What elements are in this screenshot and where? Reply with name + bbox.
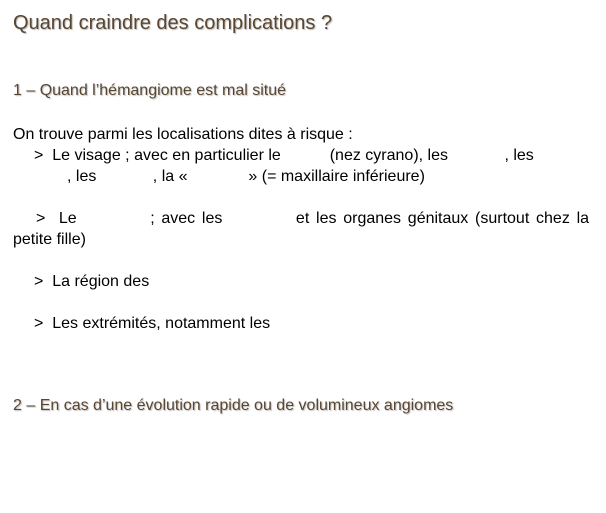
missing-word — [452, 145, 504, 166]
bullet-text: Le visage ; avec en particulier le — [52, 147, 281, 164]
intro-text: On trouve parmi les localisations dites à risque : — [13, 126, 353, 143]
section-heading-2: 2 – En cas d’une évolution rapide ou de volumineux angiomes — [13, 397, 454, 414]
bullet-text: , les — [504, 147, 534, 164]
slide-title: Quand craindre des complications ? — [13, 12, 333, 34]
bullet-text: ; avec les — [150, 210, 223, 227]
bullet-text: (nez cyrano), les — [329, 147, 448, 164]
bullet-text: , les — [67, 168, 97, 185]
bullet-region — [13, 271, 589, 292]
missing-word — [83, 208, 143, 229]
bullet-text: et les organes génitaux (surtout chez la petite fille) — [13, 210, 590, 248]
bullet-marker: > — [36, 210, 46, 227]
bullet-text: , la « — [152, 168, 188, 185]
missing-word — [192, 166, 244, 187]
bullet-text: Le — [58, 210, 77, 227]
bullet-text: Les extrémités, notamment les — [52, 315, 271, 332]
section-heading-1: 1 – Quand l’hémangiome est mal situé — [13, 82, 287, 99]
missing-word — [229, 208, 289, 229]
bullet-marker: > — [34, 273, 44, 290]
missing-word — [285, 145, 325, 166]
missing-word — [101, 166, 153, 187]
bullet-trunk — [13, 208, 589, 250]
bullet-face — [13, 145, 589, 187]
bullet-marker: > — [34, 315, 44, 332]
bullet-text: » (= maxillaire inférieure) — [248, 168, 425, 185]
bullet-marker: > — [34, 147, 44, 164]
bullet-text: La région des — [52, 273, 150, 290]
bullet-extremities — [13, 313, 589, 334]
